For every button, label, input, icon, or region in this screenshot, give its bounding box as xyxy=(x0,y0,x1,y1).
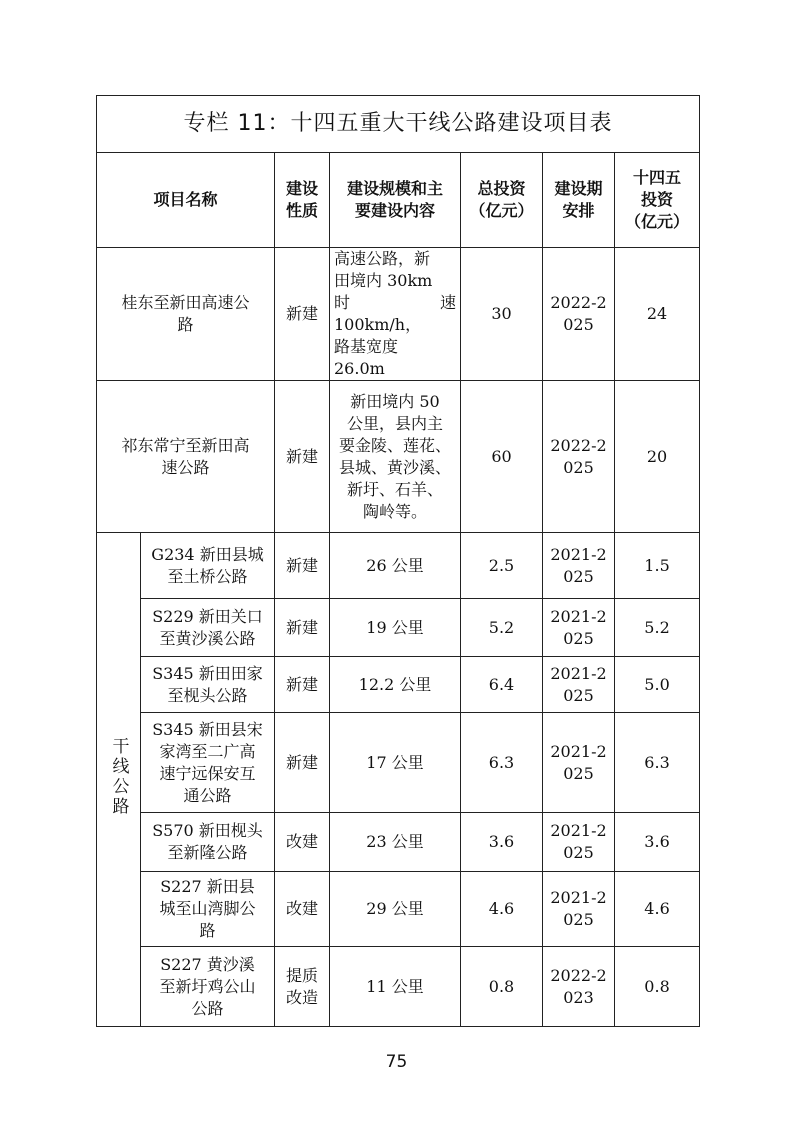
row-content: 26 公里 xyxy=(330,533,461,599)
row-name: 桂东至新田高速公 路 xyxy=(97,248,275,381)
row-investment: 6.4 xyxy=(461,657,543,713)
row-period: 2021-2 025 xyxy=(543,533,615,599)
header-period: 建设期 安排 xyxy=(543,153,615,248)
row-content: 17 公里 xyxy=(330,713,461,813)
row-period: 2021-2 025 xyxy=(543,872,615,947)
table-row xyxy=(97,872,700,947)
row-plan: 1.5 xyxy=(615,533,700,599)
row-name: S227 黄沙溪 至新圩鸡公山 公路 xyxy=(141,947,275,1027)
row-period: 2022-2 025 xyxy=(543,248,615,381)
row-nature: 新建 xyxy=(275,657,330,713)
header-name: 项目名称 xyxy=(97,153,275,248)
row-content: 11 公里 xyxy=(330,947,461,1027)
row-name: S229 新田关口 至黄沙溪公路 xyxy=(141,599,275,657)
row-nature: 新建 xyxy=(275,248,330,381)
row-content: 23 公里 xyxy=(330,813,461,872)
table-row xyxy=(97,713,700,813)
group-label: 干线公路 xyxy=(97,533,141,1027)
row-investment: 6.3 xyxy=(461,713,543,813)
table-row xyxy=(97,533,700,599)
table-row xyxy=(97,947,700,1027)
project-table xyxy=(96,95,700,1027)
row-name: G234 新田县城 至土桥公路 xyxy=(141,533,275,599)
row-investment: 2.5 xyxy=(461,533,543,599)
row-name: S345 新田田家 至枧头公路 xyxy=(141,657,275,713)
row-nature: 新建 xyxy=(275,533,330,599)
row-investment: 5.2 xyxy=(461,599,543,657)
row-plan: 4.6 xyxy=(615,872,700,947)
row-nature: 新建 xyxy=(275,381,330,533)
row-name: 祁东常宁至新田高 速公路 xyxy=(97,381,275,533)
row-investment: 0.8 xyxy=(461,947,543,1027)
header-content: 建设规模和主 要建设内容 xyxy=(330,153,461,248)
row-name: S345 新田县宋 家湾至二广高 速宁远保安互 通公路 xyxy=(141,713,275,813)
row-name: S570 新田枧头 至新隆公路 xyxy=(141,813,275,872)
header-nature: 建设 性质 xyxy=(275,153,330,248)
row-plan: 24 xyxy=(615,248,700,381)
row-plan: 20 xyxy=(615,381,700,533)
row-content: 19 公里 xyxy=(330,599,461,657)
row-plan: 5.2 xyxy=(615,599,700,657)
row-plan: 3.6 xyxy=(615,813,700,872)
row-plan: 6.3 xyxy=(615,713,700,813)
header-plan: 十四五 投资 （亿元） xyxy=(615,153,700,248)
row-investment: 4.6 xyxy=(461,872,543,947)
row-content: 高速公路，新 田境内 30km 时速 100km/h， 路基宽度 26.0m xyxy=(330,248,461,381)
row-content: 新田境内 50 公里，县内主 要金陵、莲花、 县城、黄沙溪、 新圩、石羊、 陶岭等。 xyxy=(330,381,461,533)
header-investment: 总投资 （亿元） xyxy=(461,153,543,248)
table-title: 专栏 11：十四五重大干线公路建设项目表 xyxy=(97,96,700,153)
table-row xyxy=(97,813,700,872)
table-row xyxy=(97,599,700,657)
row-nature: 改建 xyxy=(275,872,330,947)
table-row xyxy=(97,381,700,533)
row-nature: 新建 xyxy=(275,599,330,657)
row-period: 2022-2 023 xyxy=(543,947,615,1027)
table-row xyxy=(97,657,700,713)
row-investment: 30 xyxy=(461,248,543,381)
row-plan: 5.0 xyxy=(615,657,700,713)
page-number: 75 xyxy=(385,1052,408,1072)
row-content: 29 公里 xyxy=(330,872,461,947)
row-period: 2021-2 025 xyxy=(543,657,615,713)
row-plan: 0.8 xyxy=(615,947,700,1027)
row-investment: 60 xyxy=(461,381,543,533)
row-period: 2022-2 025 xyxy=(543,381,615,533)
row-content: 12.2 公里 xyxy=(330,657,461,713)
row-nature: 新建 xyxy=(275,713,330,813)
row-name: S227 新田县 城至山湾脚公 路 xyxy=(141,872,275,947)
row-period: 2021-2 025 xyxy=(543,813,615,872)
row-period: 2021-2 025 xyxy=(543,713,615,813)
row-nature: 改建 xyxy=(275,813,330,872)
row-period: 2021-2 025 xyxy=(543,599,615,657)
table-row xyxy=(97,248,700,381)
row-investment: 3.6 xyxy=(461,813,543,872)
row-nature: 提质 改造 xyxy=(275,947,330,1027)
